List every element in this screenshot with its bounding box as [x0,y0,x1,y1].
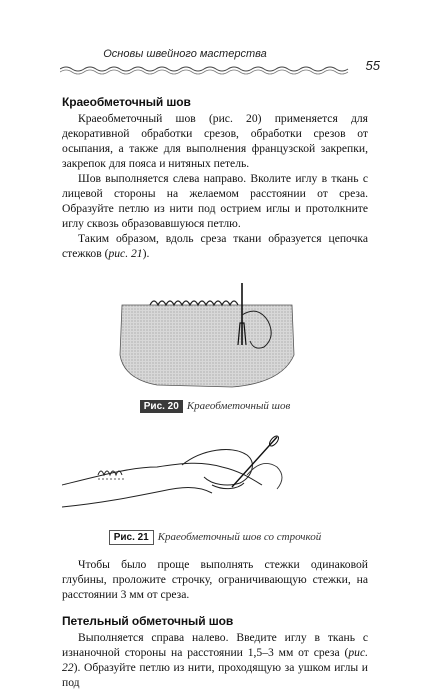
overcast-stitch-illustration [62,275,368,393]
figure-caption [62,530,368,545]
section-heading-blanket-stitch: Петельный обметочный шов [62,614,234,628]
figure-label: Рис. 20 [140,400,183,413]
figure-reference: рис. 21 [108,247,143,260]
paragraph-text-end: ). Образуйте петлю из нити, проходящую за ушком иглы и под [62,661,368,689]
figure-caption-text: Краеобметочный шов [186,400,291,412]
paragraph: Шов выполняется слева направо. Вколите иглу в ткань с лицевой стороны на желаемом расстоянии от среза. Образуйте петлю из нити под острием иглы и протолкните иглу сквозь образовавшуюся петлю. [62,172,368,230]
figure-caption-text: Краеобметочный шов со строчкой [157,531,322,543]
paragraph: Чтобы было проще выполнять стежки одинаковой глубины, проложите строчку, ограничивающую стежки, на расстоянии 3 мм от среза. [62,558,368,601]
figure-21 [62,427,368,545]
figure-reference: рис. 22 [62,646,368,674]
running-title: Основы швейного мастерства [103,48,267,60]
figure-caption [62,400,368,413]
overcast-stitch-with-seam-illustration [62,427,368,523]
paragraph-text: Выполняется справа налево. Введите иглу в ткань с изнаночной стороны на расстоянии 1,5–3 мм от среза ( [62,631,368,659]
section-heading-overcast-stitch: Краеобметочный шов [62,95,191,109]
figure-20 [62,275,368,413]
paragraph-text: Таким образом, вдоль среза ткани образуется цепочка стежков ( [62,232,368,260]
paragraph: Краеобметочный шов (рис. 20) применяется для декоративной обработки срезов, обработки срезов от осыпания, а также для выполнения французской закрепки, закрепок для пояса и нитяных петель. [62,112,368,170]
paragraph-with-figure-ref [62,630,368,690]
paragraph-with-figure-ref [62,231,368,261]
page-number: 55 [365,58,380,73]
page-header [60,46,380,86]
figure-label: Рис. 21 [109,530,154,545]
paragraph-text-end: ). [142,247,150,260]
wavy-rule [60,63,350,83]
page-content [62,95,368,690]
